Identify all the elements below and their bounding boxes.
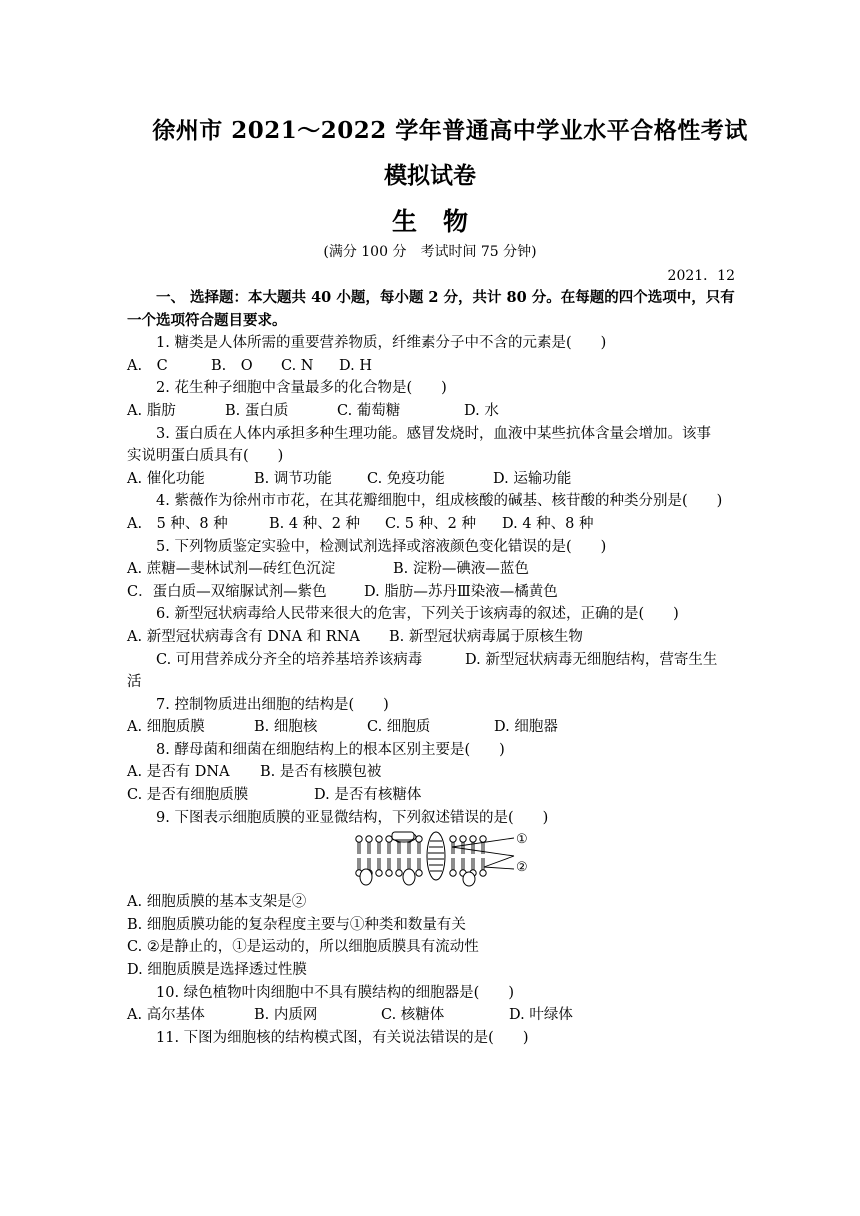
option-a: A. 5 种、8 种 [127, 515, 228, 532]
question-9-option-b: B. 细胞质膜功能的复杂程度主要与①种类和数量有关 [127, 916, 466, 933]
option-b: B. 是否有核膜包被 [260, 764, 382, 781]
question-5-stem: 5. 下列物质鉴定实验中，检测试剂选择或溶液颜色变化错误的是( ) [156, 538, 607, 555]
option-d: D. H [339, 357, 372, 374]
question-4-stem: 4. 紫薇作为徐州市市花，在其花瓣细胞中，组成核酸的碱基、核苷酸的种类分别是( ) [156, 493, 723, 510]
question-6-option-d-cont: 活 [127, 674, 142, 691]
option-a: A. 蔗糖—斐林试剂—砖红色沉淀 [127, 561, 336, 578]
option-c: C. 葡萄糖 [337, 402, 401, 419]
option-d: D. 叶绿体 [509, 1007, 573, 1024]
exam-date: 2021．12 [667, 268, 735, 284]
question-1-options [127, 355, 737, 378]
option-d: D. 运输功能 [493, 470, 572, 487]
option-b: B. 新型冠状病毒属于原核生物 [389, 628, 583, 645]
question-10-stem: 10. 绿色植物叶肉细胞中不具有膜结构的细胞器是( ) [156, 984, 514, 1001]
option-c: C. N [281, 357, 314, 374]
question-6-options-row2 [127, 649, 737, 672]
question-8-stem: 8. 酵母菌和细菌在细胞结构上的根本区别主要是( ) [156, 741, 505, 758]
option-c: C. 是否有细胞质膜 [127, 787, 249, 804]
option-c: C．蛋白质—双缩脲试剂—紫色 [127, 583, 327, 600]
option-c: C. 免疫功能 [367, 470, 445, 487]
question-10-options [127, 1004, 737, 1027]
question-body [127, 287, 737, 1049]
paper-type: 模拟试卷 [384, 162, 476, 189]
section-heading-cont: 一个选项符合题目要求。 [127, 311, 287, 329]
option-c: C. 核糖体 [381, 1007, 445, 1024]
question-6-options-row1 [127, 626, 737, 649]
option-c: C. 5 种、2 种 [385, 515, 476, 532]
option-d: D. 脂肪—苏丹Ⅲ染液—橘黄色 [364, 583, 558, 600]
option-b: B. 4 种、2 种 [269, 515, 361, 532]
label-2: ② [516, 860, 528, 876]
label-1: ① [516, 832, 528, 848]
option-b: B. 内质网 [254, 1007, 318, 1024]
question-9-option-d: D. 细胞质膜是选择透过性膜 [127, 962, 307, 979]
option-a: A. 细胞质膜 [127, 719, 205, 736]
question-8-options-row2 [127, 784, 737, 807]
exam-title: 徐州市 2021～2022 学年普通高中学业水平合格性考试 [152, 117, 748, 144]
option-a: A. 是否有 DNA [127, 764, 230, 781]
question-9-stem: 9. 下图表示细胞质膜的亚显微结构，下列叙述错误的是( ) [156, 809, 549, 826]
option-d: D. 是否有核糖体 [314, 787, 422, 804]
exam-info: (满分 100 分 考试时间 75 分钟) [323, 244, 537, 260]
question-5-options-row2 [127, 581, 737, 604]
question-2-options [127, 400, 737, 423]
option-d: D. 新型冠状病毒无细胞结构，营寄生生 [465, 651, 718, 668]
option-a: A. 脂肪 [127, 402, 176, 419]
question-1-stem: 1. 糖类是人体所需的重要营养物质，纤维素分子中不含的元素是( ) [156, 335, 607, 352]
option-b: B. 调节功能 [254, 470, 332, 487]
question-7-options [127, 716, 737, 739]
question-8-options-row1 [127, 761, 737, 784]
question-11-stem: 11. 下图为细胞核的结构模式图，有关说法错误的是( ) [156, 1029, 529, 1046]
option-b: B. 淀粉—碘液—蓝色 [393, 561, 529, 578]
option-b: B. O [211, 357, 253, 374]
option-c: C. 细胞质 [367, 719, 431, 736]
section-heading: 一、 选择题：本大题共 40 小题，每小题 2 分，共计 80 分。在每题的四个选项中，只有 [156, 289, 735, 306]
option-d: D. 4 种、8 种 [502, 515, 594, 532]
option-a: A. C [127, 357, 168, 374]
subject-title: 生物 [391, 207, 494, 236]
question-3-stem: 3. 蛋白质在人体内承担多种生理功能。感冒发烧时，血液中某些抗体含量会增加。该事 [156, 425, 711, 442]
question-2-stem: 2. 花生种子细胞中含量最多的化合物是( ) [156, 380, 447, 397]
option-b: B. 细胞核 [254, 719, 318, 736]
option-a: A. 高尔基体 [127, 1007, 205, 1024]
option-a: A. 新型冠状病毒含有 DNA 和 RNA [127, 628, 360, 645]
cell-membrane-diagram [352, 829, 552, 891]
question-9-option-a: A. 细胞质膜的基本支架是② [127, 894, 307, 911]
question-3-options [127, 468, 737, 491]
question-4-options [127, 513, 737, 536]
question-3-stem-cont: 实说明蛋白质具有( ) [127, 448, 284, 465]
question-5-options-row1 [127, 558, 737, 581]
question-9-option-c: C. ②是静止的，①是运动的，所以细胞质膜具有流动性 [127, 939, 479, 956]
membrane-figure [127, 829, 737, 891]
option-c: C. 可用营养成分齐全的培养基培养该病毒 [156, 651, 423, 668]
option-d: D. 细胞器 [494, 719, 558, 736]
option-a: A. 催化功能 [127, 470, 205, 487]
option-b: B. 蛋白质 [225, 402, 289, 419]
question-7-stem: 7. 控制物质进出细胞的结构是( ) [156, 696, 389, 713]
option-d: D. 水 [464, 402, 499, 419]
question-6-stem: 6. 新型冠状病毒给人民带来很大的危害，下列关于该病毒的叙述，正确的是( ) [156, 606, 679, 623]
